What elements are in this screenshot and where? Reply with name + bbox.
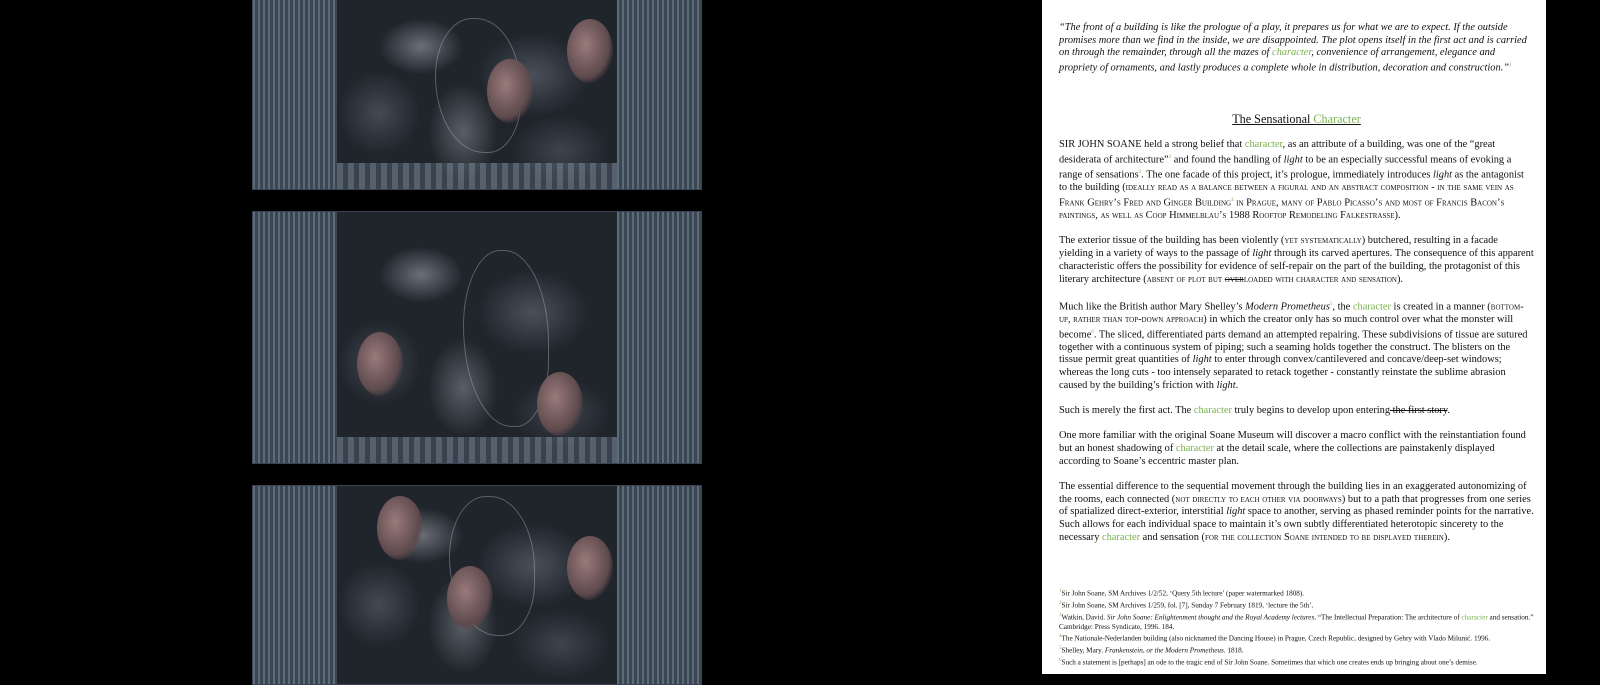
small-caps-aside: bottom-up, rather than top-down approach	[1059, 301, 1524, 325]
footnote-text: . 1818.	[1223, 646, 1244, 655]
body-paragraph-2	[1059, 235, 1534, 286]
quote-text: , convenience of arrangement, elegance and propriety of ornaments, and lastly produces a complete whole in distribution, decoration and construction.”	[1059, 47, 1510, 74]
footnote-number: 2	[1059, 600, 1062, 606]
light-emphasis: light	[1226, 506, 1246, 518]
body-paragraph-1	[1059, 139, 1534, 223]
footnote-text: The Nationale-Nederlanden building (also nicknamed the Dancing House) in Prague, Czech Republic, designed by Gehry with Vlado Milunić. 1996.	[1061, 634, 1491, 643]
light-emphasis: light	[1283, 154, 1303, 166]
text-run: to enter through convex/cantilevered and concave/deep-set windows; whereas the long cuts - too intensely separated to retack together - constantly reinstate the sublime abrasion caused by the building’s friction with	[1059, 354, 1506, 391]
text-run: space to another, serving as phased reminder points for the narrative. Such allows for each individual space to maintain it’s own subtly differentiated heterotopic sincerety to the necessary	[1059, 506, 1534, 543]
panel-blister	[377, 496, 423, 560]
panel-blister	[567, 19, 613, 83]
small-caps-aside: in Prague, many of Pablo Picasso’s and most of Francis Bacon’s paintings, as well as Coop Himmelblau’s 1988 Rooftop Remodeling Falkestrasse	[1059, 197, 1505, 222]
text-run: as the antagonist to the building (	[1059, 169, 1524, 194]
section-title	[1059, 112, 1534, 127]
text-run: ).	[1394, 210, 1401, 222]
text-run: , as an attribute of a building, was one of the “great desiderata of architecture”	[1059, 139, 1496, 166]
small-caps-aside: for the collection Soane intended to be displayed therein	[1204, 531, 1444, 543]
body-paragraph-3	[1059, 299, 1534, 393]
panel-render-image	[337, 486, 617, 684]
document-page	[1042, 0, 1546, 674]
character-highlight: character	[1461, 613, 1488, 622]
small-caps-aside: loaded with character and sensation	[1243, 273, 1397, 285]
footnote-text: Sir John Soane, SM Archives 1/2/52, ‘Query 5th lecture’ (paper watermarked 1808).	[1061, 589, 1305, 598]
panel-render-image	[337, 212, 617, 463]
text-run: through its carved apertures. The consequence of this apparent characteristic offers the possibility for evidence of self-repair on the part of the building, the protagonist of this literary architecture (	[1059, 248, 1534, 285]
panel-blister	[537, 372, 583, 436]
footnote-text: Such a statement is [perhaps] an ode to the tragic end of Sir John Soane. Sometimes that which one creates ends up bringing about one’s demise.	[1061, 658, 1478, 667]
text-run: to be an especially successful means of evoking a range of sensations	[1059, 154, 1512, 181]
footnote-3	[1059, 611, 1536, 632]
footnote-ref: 1	[1509, 63, 1512, 69]
text-run: ).	[1396, 273, 1403, 285]
footnote-ref: 5	[1329, 301, 1333, 307]
small-caps-aside: not directly to each other via doorways	[1175, 493, 1342, 505]
footnote-4	[1059, 632, 1536, 644]
footnote-ref: 2	[1168, 154, 1172, 160]
footnote-ref: 6	[1091, 329, 1094, 335]
text-run: , the	[1332, 301, 1353, 313]
character-highlight: character	[1272, 47, 1312, 59]
panel-blister	[447, 566, 493, 630]
footnote-5	[1059, 644, 1536, 656]
text-run: .	[1447, 405, 1451, 417]
footnote-ref: 4	[1231, 198, 1234, 204]
footnote-2	[1059, 599, 1536, 611]
struck-text: over	[1224, 273, 1244, 285]
text-run: and sensation (	[1140, 531, 1205, 543]
footnotes	[1059, 587, 1536, 668]
panel-blister	[357, 332, 403, 396]
text-run: ).	[1443, 531, 1450, 543]
facade-render-panel-3	[252, 485, 702, 685]
footnote-text: Watkin, David.	[1061, 613, 1107, 622]
panel-floor	[337, 437, 617, 463]
text-run: The essential difference to the sequential movement through the building lies in an exaggerated autonomizing of the rooms, each connected (	[1059, 480, 1527, 505]
footnote-text: Sir John Soane, SM Archives 1/259, fol. [7], Sunday 7 February 1819, ‘lecture the 5th’.	[1061, 601, 1314, 610]
body-paragraph-5	[1059, 430, 1534, 468]
light-emphasis: light	[1252, 248, 1272, 260]
text-run: The exterior tissue of the building has been violently (	[1059, 235, 1285, 247]
text-run: ) butchered, resulting in a facade yielding in a variety of ways to the passage of	[1059, 235, 1498, 260]
footnote-book-title: Sir John Soane: Enlightenment thought and the Royal Academy lectures	[1106, 613, 1315, 622]
footnote-6	[1059, 656, 1536, 668]
panel-floor	[337, 163, 617, 189]
light-emphasis: light	[1432, 169, 1453, 181]
text-run: One more familiar with the original Soane Museum will discover a macro conflict with the reinstantiation found but an honest shadowing of	[1059, 430, 1526, 454]
footnote-ref: 3	[1138, 170, 1142, 176]
epigraph-quote	[1059, 22, 1534, 75]
text-run: ) but to a path that progresses from one series of spatialized direct-exterior, interstitial	[1059, 493, 1531, 518]
footnote-book-title: Frankenstein, or the Modern Prometheus	[1104, 646, 1224, 655]
character-highlight: character	[1101, 531, 1141, 543]
panel-stripes-right	[617, 486, 701, 684]
panel-stripes-left	[253, 212, 337, 463]
text-run: at the detail scale, where the collections are painstakenly displayed according to Soane’s eccentric master plan.	[1059, 442, 1495, 467]
text-run: SIR JOHN SOANE held a strong belief that	[1059, 139, 1245, 151]
text-run: truly begins to develop upon entering	[1231, 405, 1391, 417]
footnote-1	[1059, 587, 1536, 599]
text-run: Much like the British author Mary Shelley’s	[1059, 301, 1246, 313]
footnote-number: 3	[1059, 612, 1062, 618]
body-paragraph-6	[1059, 481, 1534, 545]
panel-blister	[487, 59, 533, 123]
panel-render-image	[337, 0, 617, 189]
section-title-text: The Sensational	[1232, 112, 1314, 127]
footnote-number: 4	[1059, 634, 1062, 640]
body-paragraph-4	[1059, 405, 1534, 418]
panel-blister	[567, 536, 613, 600]
quote-text: “The front of a building is like the prologue of a play, it prepares us for what we are to expect. If the outside promises more than we find in the inside, we are disappointed. The plot opens itself in the first act and is carried on through the remainder, through all the mazes of	[1059, 22, 1527, 59]
character-highlight: character	[1352, 301, 1391, 313]
text-run: and found the handling of	[1171, 154, 1284, 166]
footnote-text: and sensation.” Cambridge: Press Syndicate, 1996. 184.	[1059, 613, 1534, 631]
footnote-text: . “The Intellectual Preparation: The architecture of	[1314, 613, 1462, 622]
footnote-number: 6	[1059, 657, 1062, 663]
text-run: is created in a manner (	[1390, 301, 1491, 313]
light-emphasis: light	[1216, 379, 1236, 391]
small-caps-aside: ideally read as a balance between a figural and an abstract composition - in the same vein as Frank Gehry’s Fred and Ginger Building	[1059, 182, 1514, 209]
struck-text: the first story	[1390, 405, 1448, 417]
panel-stripes-right	[617, 212, 701, 463]
text-run: . The one facade of this project, it’s prologue, immediately introduces	[1141, 169, 1433, 181]
facade-render-panel-2	[252, 211, 702, 464]
character-highlight: character	[1175, 442, 1214, 454]
character-highlight: Character	[1313, 112, 1361, 127]
footnote-number: 1	[1059, 589, 1062, 594]
panel-stripes-left	[253, 486, 337, 684]
text-run: .	[1235, 379, 1239, 391]
text-run: Such is merely the first act. The	[1059, 405, 1194, 417]
small-caps-aside: absent of plot but	[1146, 273, 1225, 285]
text-run: ) in which the creator only has so much control over what the monster will become	[1059, 313, 1514, 341]
light-emphasis: light	[1192, 354, 1212, 366]
footnote-number: 5	[1059, 646, 1062, 652]
footnote-text: Shelley, Mary.	[1061, 646, 1105, 655]
text-run: . The sliced, differentiated parts demand an attempted repairing. These subdivisions of tissue are sutured together with a continuous system of piping; such a seaming holds together the construct. The blisters on the tissue permit great quantities of	[1059, 329, 1528, 366]
character-highlight: character	[1193, 405, 1232, 417]
facade-render-panel-1	[252, 0, 702, 190]
small-caps-aside: yet systematically	[1284, 235, 1362, 247]
panel-stripes-right	[617, 0, 701, 189]
panel-stripes-left	[253, 0, 337, 189]
character-highlight: character	[1244, 139, 1283, 151]
book-title: Modern Prometheus	[1245, 301, 1330, 313]
